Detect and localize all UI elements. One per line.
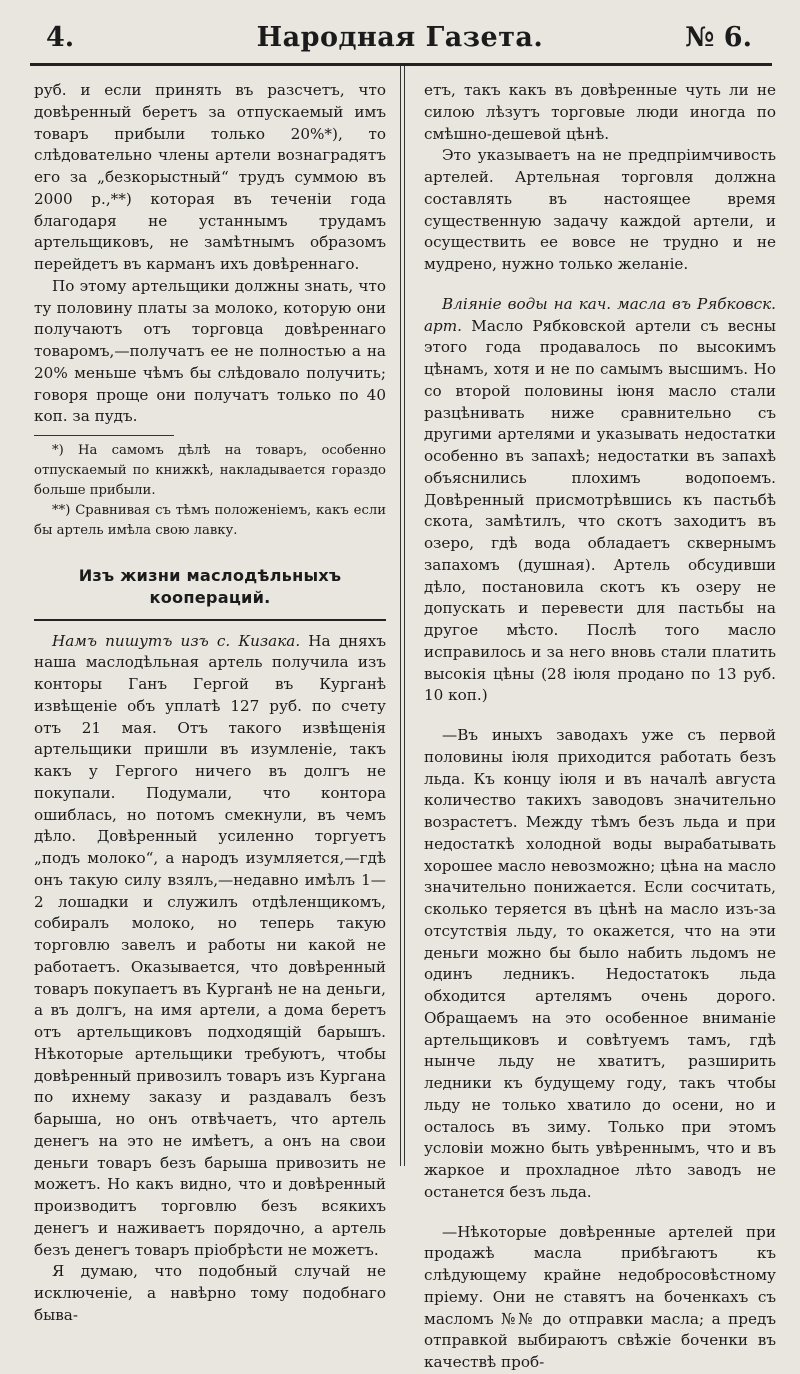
article-lead: Намъ пишутъ изъ с. Кизака.	[52, 631, 301, 650]
section-rule	[34, 619, 386, 621]
paragraph: етъ, такъ какъ въ довѣренные чуть ли не силою лѣзутъ торговые люди иногда по смѣшно-дешевой цѣнѣ.	[424, 81, 776, 143]
paragraph: —Въ иныхъ заводахъ уже съ первой половины іюля приходится работать безъ льда. Къ концу іюля и въ началѣ августа количество такихъ заводовъ значительно возрастетъ. Между тѣмъ безъ льда и при недостаткѣ холодной воды вырабатывать хорошее масло невозможно; цѣна на масло значительно понижается. Если сосчитать, сколько теряется въ цѣнѣ на масло изъ-за отсутствія льду, то окажется, что на эти деньги можно бы было набить льдомъ не одинъ ледникъ. Недостатокъ льда обходится артелямъ очень дорого. Обращаемъ на это особенное вниманіе артельщиковъ и совѣтуемъ тамъ, гдѣ нынче льду не хватитъ, разширить ледники къ будущему году, такъ чтобы льду не только хватило до осени, но и осталось въ зиму. Только при этомъ условіи можно быть увѣреннымъ, что и въ жаркое и прохладное лѣто заводъ не останется безъ льда.	[424, 726, 776, 1201]
spacer	[424, 276, 776, 294]
footnote: **) Сравнивая съ тѣмъ положеніемъ, какъ если бы артель имѣла свою лавку.	[34, 503, 386, 538]
article-text: На дняхъ наша маслодѣльная артель получила изъ конторы Ганъ Гергой въ Курганѣ извѣщеніе объ уплатѣ 127 руб. по счету отъ 21 мая. Отъ такого извѣщенія артельщики пришли въ изумленіе, такъ какъ у Гергого ничего въ долгъ не покупали. Подумали, что контора ошиблась, но потомъ смекнули, въ чемъ дѣло. Довѣренный усиленно торгуетъ „подъ молоко“, а народъ изумляется,—гдѣ онъ такую силу взялъ,—недавно имѣлъ 1—2 лошадки и служилъ отдѣленщикомъ, собиралъ молоко, но теперь такую торговлю завелъ и работы ни какой не работаетъ. Оказывается, что довѣренный товаръ покупаетъ въ Курганѣ не на деньги, а въ долгъ, на имя артели, а дома беретъ отъ артельщиковъ подходящій барышъ. Нѣкоторые артельщики требуютъ, чтобы довѣренный привозилъ товаръ изъ Кургана по ихнему заказу и раздавалъ безъ барыша, но онъ отвѣчаетъ, что артель денегъ на это не имѣетъ, а онъ на свои деньги товаръ безъ барыша привозить не можетъ. Но какъ видно, что и довѣренный производитъ торговлю безъ всякихъ денегъ и наживаетъ порядочно, а артель безъ денегъ товаръ пріобрѣсти не можетъ.	[34, 631, 386, 1259]
paragraph: —Нѣкоторые довѣренные артелей при продажѣ масла прибѣгаютъ къ слѣдующему крайне недобросовѣстному пріему. Они не ставятъ на боченкахъ съ масломъ №№ до отправки масла; а предъ отправкой выбираютъ свѣжіе боченки въ качествѣ проб-	[424, 1222, 776, 1371]
footnote-rule	[34, 435, 174, 436]
paragraph: Это указываетъ на не предпріимчивость артелей. Артельная торговля должна составлять въ настоящее время существенную задачу каждой артели, и осуществить ее вовсе не трудно и не мудрено, нужно только желаніе.	[424, 146, 776, 273]
article-text: Масло Рябковской артели съ весны этого года продавалось по высокимъ цѣнамъ, хотя и не по самымъ высшимъ. Но со второй половины іюня масло стали разцѣнивать ниже сравнительно съ другими артелями и указывать недостатки особенно въ запахѣ; недостатки въ запахѣ объяснились плохимъ водопоемъ. Довѣренный присмотрѣвшись къ пастьбѣ скота, замѣтилъ, что скотъ заходитъ въ озеро, гдѣ вода обладаетъ сквернымъ запахомъ (душная). Артель обсудивши дѣло, постановила скотъ къ озеру не допускать и перевести для пастьбы на другое мѣсто. Послѣ того масло исправилось и за него вновь стали платить высокія цѣны (28 іюля продано по 13 руб. 10 коп.)	[424, 316, 776, 705]
left-column	[34, 80, 386, 1327]
right-column	[424, 80, 776, 1374]
paragraph	[424, 294, 776, 707]
newspaper-title: Народная Газета.	[256, 22, 544, 53]
page-number: 4.	[46, 22, 75, 53]
page-header	[28, 20, 772, 60]
paragraph: Я думаю, что подобный случай не исключеніе, а навѣрно тому подобнаго быва-	[34, 1262, 386, 1324]
section-title: Изъ жизни маслодѣльныхъ коопераций.	[78, 566, 342, 607]
paragraph: По этому артельщики должны знать, что ту половину платы за молоко, которую они получаютъ отъ торговца довѣреннаго товаромъ,—получатъ ее не полностью а на 20% меньше чѣмъ бы слѣдовало получить; говоря проще они получатъ только по 40 коп. за пудъ.	[34, 276, 386, 426]
issue-number: № 6.	[685, 22, 752, 53]
spacer	[424, 707, 776, 725]
paragraph: руб. и если принять въ разсчетъ, что довѣренный беретъ за отпускаемый имъ товаръ прибыли только 20%*), то слѣдовательно члены артели вознаградятъ его за „безкорыстный“ трудъ суммою въ 2000 р.,**) которая въ теченіи года благодаря не устаннымъ трудамъ артельщиковъ, не замѣтнымъ образомъ перейдетъ въ карманъ ихъ довѣреннаго.	[34, 81, 386, 273]
footnote: *) На самомъ дѣлѣ на товаръ, особенно отпускаемый по книжкѣ, накладывается гораздо больше прибыли.	[34, 443, 386, 498]
paragraph	[34, 631, 386, 1262]
article-lead: Вліяніе воды на кач. масла въ Рябковск. арт.	[424, 294, 776, 335]
spacer	[424, 1204, 776, 1222]
column-divider	[400, 66, 405, 1166]
